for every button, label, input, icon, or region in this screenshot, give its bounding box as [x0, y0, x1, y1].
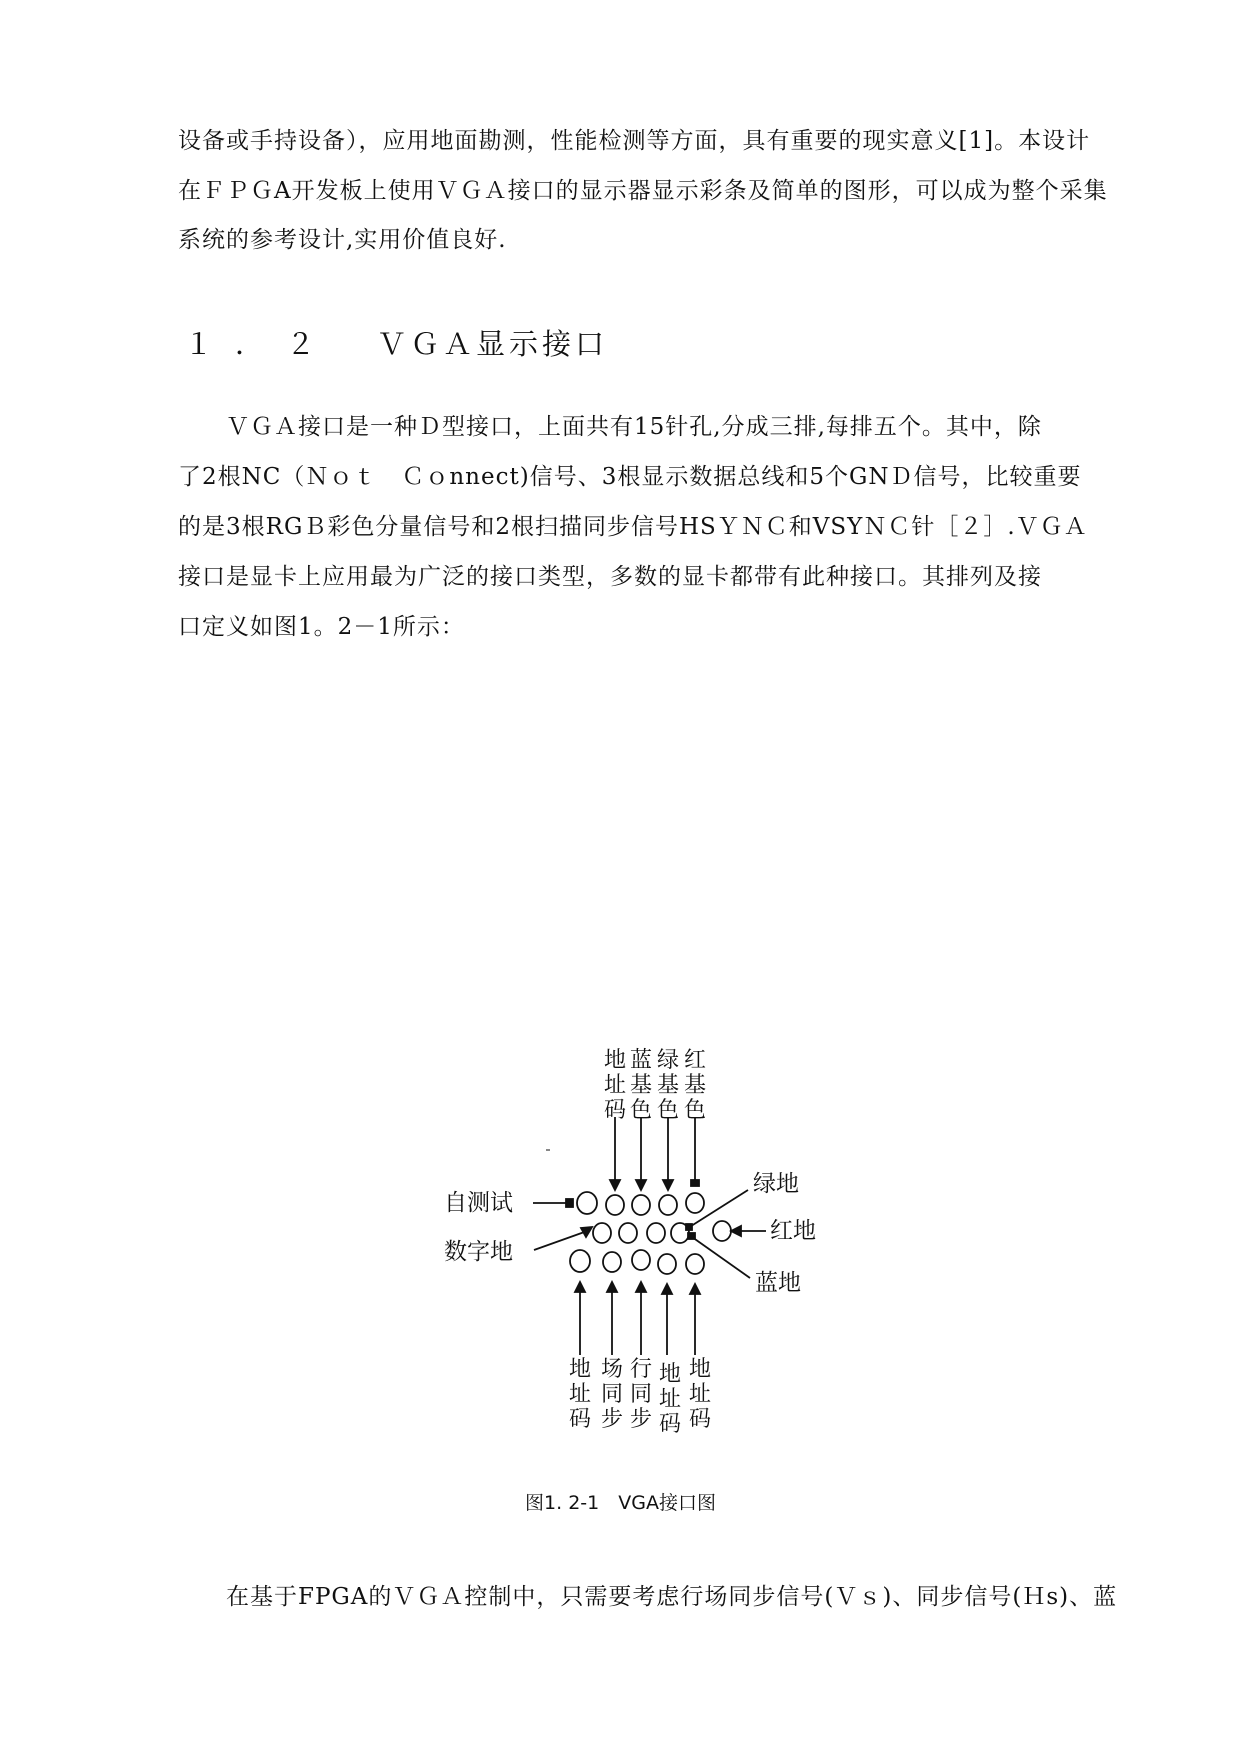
pin-label-top	[603, 1048, 627, 1123]
label-char: 色	[683, 1098, 706, 1123]
pin-hole	[686, 1254, 704, 1274]
label-green-ground: 绿地	[753, 1171, 799, 1197]
label-char: 地	[568, 1357, 591, 1382]
label-digital-ground: 数字地	[444, 1239, 513, 1265]
pin-hole	[632, 1250, 650, 1270]
pin-hole	[713, 1221, 731, 1241]
pin-hole	[632, 1195, 650, 1215]
paragraph-line: 了2根NC（Ｎｏｔ Ｃｏnnect)信号、3根显示数据总线和5个GNＤ信号，比较重要	[178, 464, 1082, 490]
label-char: 绿	[656, 1048, 679, 1073]
pin-hole	[686, 1193, 704, 1213]
pin-label-top	[656, 1048, 680, 1123]
paragraph-line: 系统的参考设计,实用价值良好.	[178, 227, 507, 253]
label-char: 址	[688, 1382, 711, 1407]
label-char: 红	[683, 1048, 706, 1073]
pin-label-top	[683, 1048, 707, 1123]
label-char: 基	[683, 1073, 706, 1098]
section-heading	[184, 322, 608, 363]
label-char: 同	[629, 1382, 652, 1407]
label-char: 行	[629, 1357, 652, 1382]
pin-label-top	[629, 1048, 653, 1123]
pin-hole	[658, 1254, 676, 1274]
label-char: 基	[656, 1073, 679, 1098]
pin-label-bottom	[658, 1362, 682, 1437]
pin-hole	[606, 1195, 624, 1215]
label-char: 码	[658, 1412, 681, 1437]
label-char: 色	[629, 1098, 652, 1123]
section-title: ＶＧＡ显示接口	[377, 327, 609, 361]
paragraph-line: 设备或手持设备），应用地面勘测，性能检测等方面，具有重要的现实意义[1]。本设计	[178, 128, 1091, 154]
pin-hole	[603, 1252, 621, 1272]
paragraph-line: 的是3根RGＢ彩色分量信号和2根扫描同步信号HSＹＮＣ和VSYＮＣ针［２］.ＶＧＡ	[178, 514, 1088, 540]
section-number: １．２	[184, 327, 338, 361]
label-char: 蓝	[629, 1048, 652, 1073]
label-char: 地	[658, 1362, 681, 1387]
paragraph-line: ＶＧＡ接口是一种Ｄ型接口，上面共有15针孔,分成三排,每排五个。其中，除	[226, 414, 1042, 440]
pin-label-bottom	[568, 1357, 592, 1432]
label-char: 场	[600, 1357, 623, 1382]
label-char: 基	[629, 1073, 652, 1098]
pin-hole	[647, 1223, 665, 1243]
label-blue-ground: 蓝地	[755, 1270, 801, 1296]
pin-hole	[593, 1223, 611, 1243]
paragraph-line: 在ＦＰＧA开发板上使用ＶＧＡ接口的显示器显示彩条及简单的图形，可以成为整个采集	[178, 178, 1108, 204]
paragraph-line: 口定义如图1。2－1所示：	[178, 614, 465, 640]
label-char: 同	[600, 1382, 623, 1407]
label-char: 地	[603, 1048, 626, 1073]
label-char: 色	[656, 1098, 679, 1123]
label-char: 码	[603, 1098, 626, 1123]
pin-hole	[577, 1192, 597, 1214]
label-red-ground: 红地	[770, 1218, 816, 1244]
paragraph-line: 在基于FPGA的ＶＧＡ控制中，只需要考虑行场同步信号(Ｖｓ)、同步信号(Ｈs)、蓝	[226, 1584, 1118, 1610]
label-char: 步	[600, 1407, 623, 1432]
label-char: 地	[688, 1357, 711, 1382]
pin-label-bottom	[688, 1357, 712, 1432]
pin-hole	[659, 1195, 677, 1215]
label-self-test: 自测试	[444, 1190, 513, 1216]
label-char: 址	[568, 1382, 591, 1407]
vga-pinout-figure	[430, 1048, 850, 1437]
pin-hole	[619, 1223, 637, 1243]
label-char: 步	[629, 1407, 652, 1432]
figure-caption: 图1. 2-1 VGA接口图	[525, 1492, 716, 1514]
label-char: 码	[688, 1407, 711, 1432]
label-char: 址	[658, 1387, 681, 1412]
label-char: 码	[568, 1407, 591, 1432]
paragraph-line: 接口是显卡上应用最为广泛的接口类型，多数的显卡都带有此种接口。其排列及接	[178, 564, 1042, 590]
pin-hole	[570, 1250, 590, 1272]
pin-label-bottom	[600, 1357, 624, 1432]
pin-label-bottom	[629, 1357, 653, 1432]
label-char: 址	[603, 1073, 626, 1098]
